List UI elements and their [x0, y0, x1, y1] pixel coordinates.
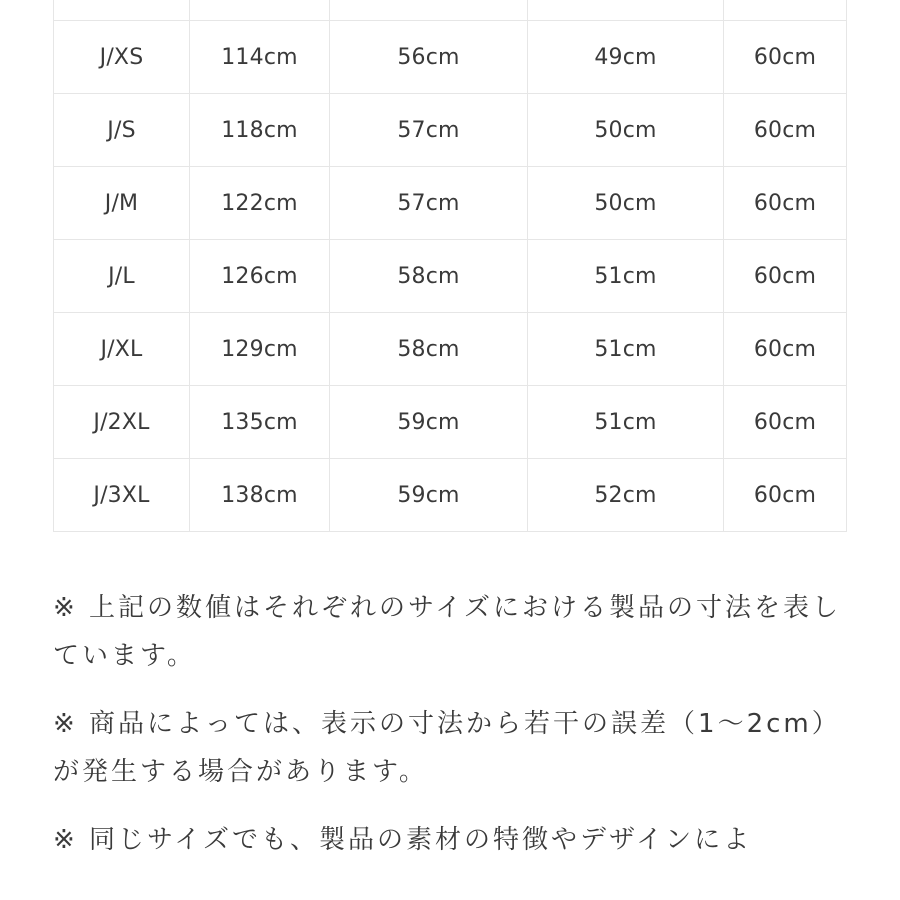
- table-row: [54, 21, 847, 94]
- measure-cell: 138cm: [190, 459, 330, 532]
- measure-cell: 56cm: [330, 21, 528, 94]
- table-row: [54, 167, 847, 240]
- size-cell: J/XL: [54, 313, 190, 386]
- size-cell: J/S: [54, 94, 190, 167]
- measure-cell: 60cm: [724, 167, 847, 240]
- measure-cell: 51cm: [528, 386, 724, 459]
- size-cell: [54, 0, 190, 21]
- measure-cell: [190, 0, 330, 21]
- measure-cell: 51cm: [528, 240, 724, 313]
- measure-cell: 59cm: [330, 459, 528, 532]
- size-cell: J/XS: [54, 21, 190, 94]
- size-cell: J/3XL: [54, 459, 190, 532]
- size-cell: J/2XL: [54, 386, 190, 459]
- measure-cell: 60cm: [724, 459, 847, 532]
- measure-cell: [724, 0, 847, 21]
- measure-cell: 135cm: [190, 386, 330, 459]
- measure-cell: 60cm: [724, 94, 847, 167]
- measure-cell: 60cm: [724, 313, 847, 386]
- measure-cell: 60cm: [724, 240, 847, 313]
- measure-cell: 52cm: [528, 459, 724, 532]
- measure-cell: 129cm: [190, 313, 330, 386]
- note-material-variation: ※ 同じサイズでも、製品の素材の特徴やデザインによ: [53, 825, 753, 855]
- table-row: [54, 313, 847, 386]
- table-row: [54, 459, 847, 532]
- measure-cell: 122cm: [190, 167, 330, 240]
- measure-cell: 57cm: [330, 94, 528, 167]
- measure-cell: 50cm: [528, 94, 724, 167]
- measure-cell: 114cm: [190, 21, 330, 94]
- table-row: [54, 94, 847, 167]
- size-cell: J/M: [54, 167, 190, 240]
- measure-cell: 60cm: [724, 21, 847, 94]
- size-chart-body: [54, 0, 847, 532]
- measure-cell: 59cm: [330, 386, 528, 459]
- measure-cell: [528, 0, 724, 21]
- note-measurements: ※ 上記の数値はそれぞれのサイズにおける製品の寸法を表しています。: [53, 593, 841, 671]
- measure-cell: [330, 0, 528, 21]
- size-cell: J/L: [54, 240, 190, 313]
- table-row: [54, 386, 847, 459]
- measure-cell: 50cm: [528, 167, 724, 240]
- measure-cell: 126cm: [190, 240, 330, 313]
- note-tolerance: ※ 商品によっては、表示の寸法から若干の誤差（1～2cm）が発生する場合があります。: [53, 709, 841, 787]
- measure-cell: 118cm: [190, 94, 330, 167]
- measure-cell: 57cm: [330, 167, 528, 240]
- table-row: [54, 0, 847, 21]
- measure-cell: 49cm: [528, 21, 724, 94]
- measure-cell: 51cm: [528, 313, 724, 386]
- measure-cell: 58cm: [330, 240, 528, 313]
- measure-cell: 60cm: [724, 386, 847, 459]
- size-notes: [53, 584, 853, 884]
- size-chart-table: [53, 0, 847, 532]
- measure-cell: 58cm: [330, 313, 528, 386]
- table-row: [54, 240, 847, 313]
